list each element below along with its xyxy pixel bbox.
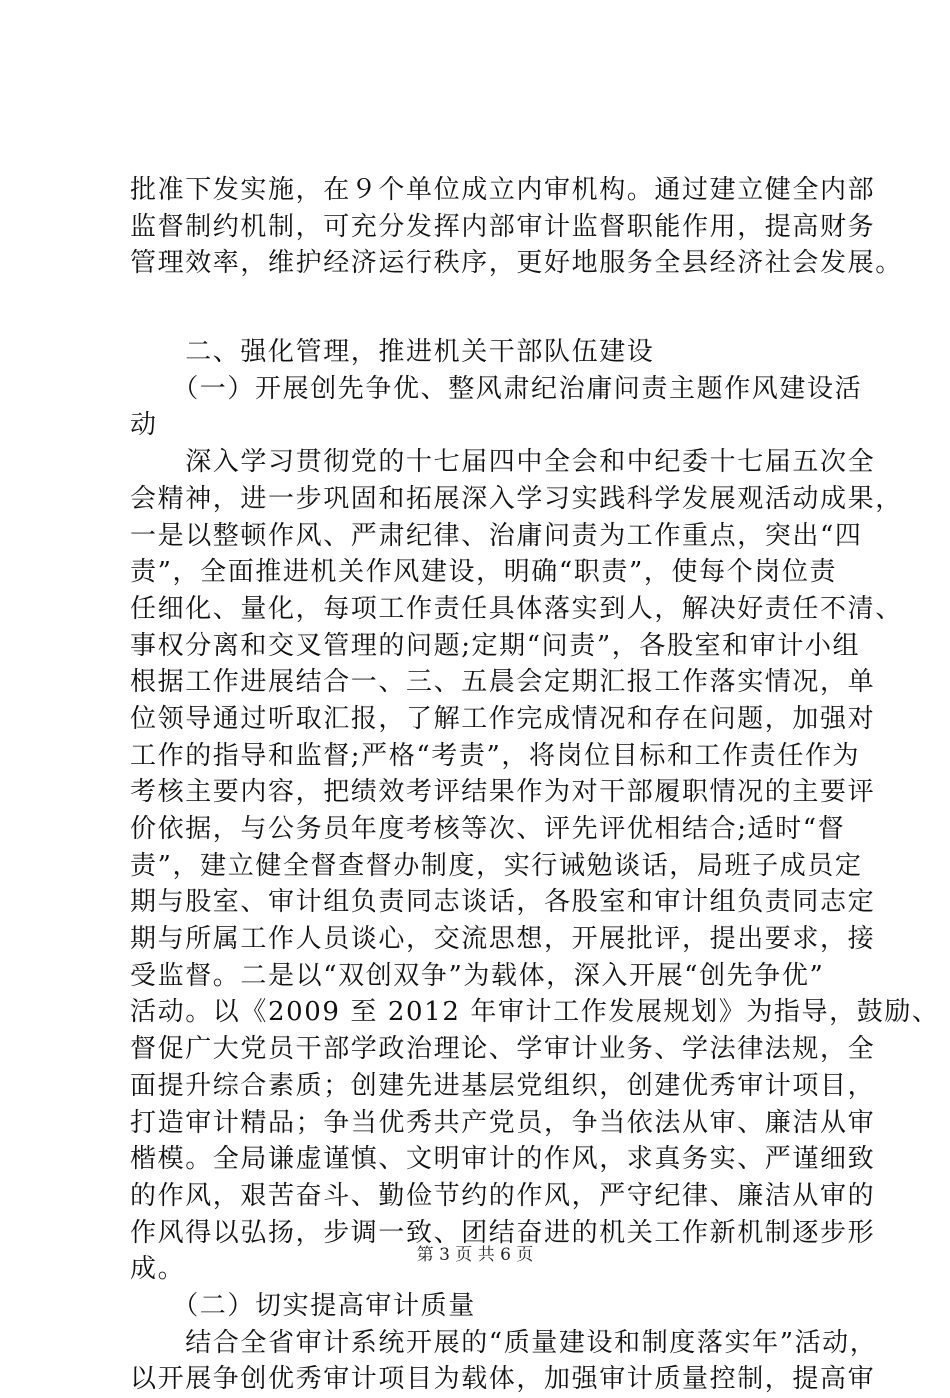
paragraph-gap xyxy=(130,282,850,334)
text-line: 期与股室、审计组负责同志谈话，各股室和审计组负责同志定 xyxy=(130,887,876,918)
text-line: 一是以整顿作风、严肃纪律、治庸问责为工作重点，突出“四 xyxy=(130,520,863,551)
text-line: 成。 xyxy=(130,1254,186,1285)
text-line: 动 xyxy=(130,410,158,441)
text-line: 作风得以弘扬，步调一致、团结奋进的机关工作新机制逐步形 xyxy=(130,1217,876,1248)
text-line: 责”，全面推进机关作风建设，明确“职责”，使每个岗位责 xyxy=(130,557,838,588)
text-line: 价依据，与公务员年度考核等次、评先评优相结合;适时“督 xyxy=(130,814,846,844)
text-line: 面提升综合素质；创建先进基层党组织，创建优秀审计项目， xyxy=(130,1070,876,1101)
text-line: 打造审计精品；争当优秀共产党员，争当依法从审、廉洁从审 xyxy=(130,1107,876,1138)
text-line: 监督制约机制，可充分发挥内部审计监督职能作用，提高财务 xyxy=(130,211,876,242)
text-line: 责”，建立健全督查督办制度，实行诫勉谈话，局班子成员定 xyxy=(130,850,863,881)
text-line: 活动。以《2009 至 2012 年审计工作发展规划》为指导，鼓励、 xyxy=(130,997,940,1028)
page-footer: 第 3 页 共 6 页 xyxy=(416,1245,534,1265)
text-line: 批准下发实施，在９个单位成立内审机构。通过建立健全内部 xyxy=(130,175,876,205)
text-line: 结合全省审计系统开展的“质量建设和制度落实年”活动， xyxy=(130,1327,878,1358)
text-line: 工作的指导和监督;严格“考责”，将岗位目标和工作责任作为 xyxy=(130,740,861,771)
paragraph-block-1 xyxy=(130,172,903,282)
text-line: 期与所属工作人员谈心，交流思想，开展批评，提出要求，接 xyxy=(130,924,876,955)
text-line: 根据工作进展结合一、三、五晨会定期汇报工作落实情况，单 xyxy=(130,667,876,698)
text-line: 深入学习贯彻党的十七届四中全会和中纪委十七届五次全 xyxy=(130,447,876,478)
text-line: 受监督。二是以“双创双争”为载体，深入开展“创先争优” xyxy=(130,960,825,991)
text-line: （一）开展创先争优、整风肃纪治庸问责主题作风建设活 xyxy=(130,373,863,404)
text-line: 督促广大党员干部学政治理论、学审计业务、学法律法规，全 xyxy=(130,1034,876,1065)
text-line: （二）切实提高审计质量 xyxy=(130,1290,476,1321)
document-body xyxy=(130,172,940,1398)
text-line: 管理效率，维护经济运行秩序，更好地服务全县经济社会发展。 xyxy=(130,248,903,279)
text-line: 的作风，艰苦奋斗、勤俭节约的作风，严守纪律、廉洁从审的 xyxy=(130,1180,876,1211)
text-line: 以开展争创优秀审计项目为载体，加强审计质量控制，提高审 xyxy=(130,1364,876,1395)
text-line: 事权分离和交叉管理的问题;定期“问责”，各股室和审计小组 xyxy=(130,630,861,661)
text-line: 位领导通过听取汇报，了解工作完成情况和存在问题，加强对 xyxy=(130,703,876,734)
paragraph-block-2 xyxy=(130,334,940,1398)
text-line: 二、强化管理，推进机关干部队伍建设 xyxy=(130,337,655,368)
text-line: 会精神，进一步巩固和拓展深入学习实践科学发展观活动成果， xyxy=(130,483,903,514)
text-line: 楷模。全局谦虚谨慎、文明审计的作风，求真务实、严谨细致 xyxy=(130,1144,876,1175)
text-line: 考核主要内容，把绩效考评结果作为对干部履职情况的主要评 xyxy=(130,777,876,808)
text-line: 任细化、量化，每项工作责任具体落实到人，解决好责任不清、 xyxy=(130,593,903,624)
